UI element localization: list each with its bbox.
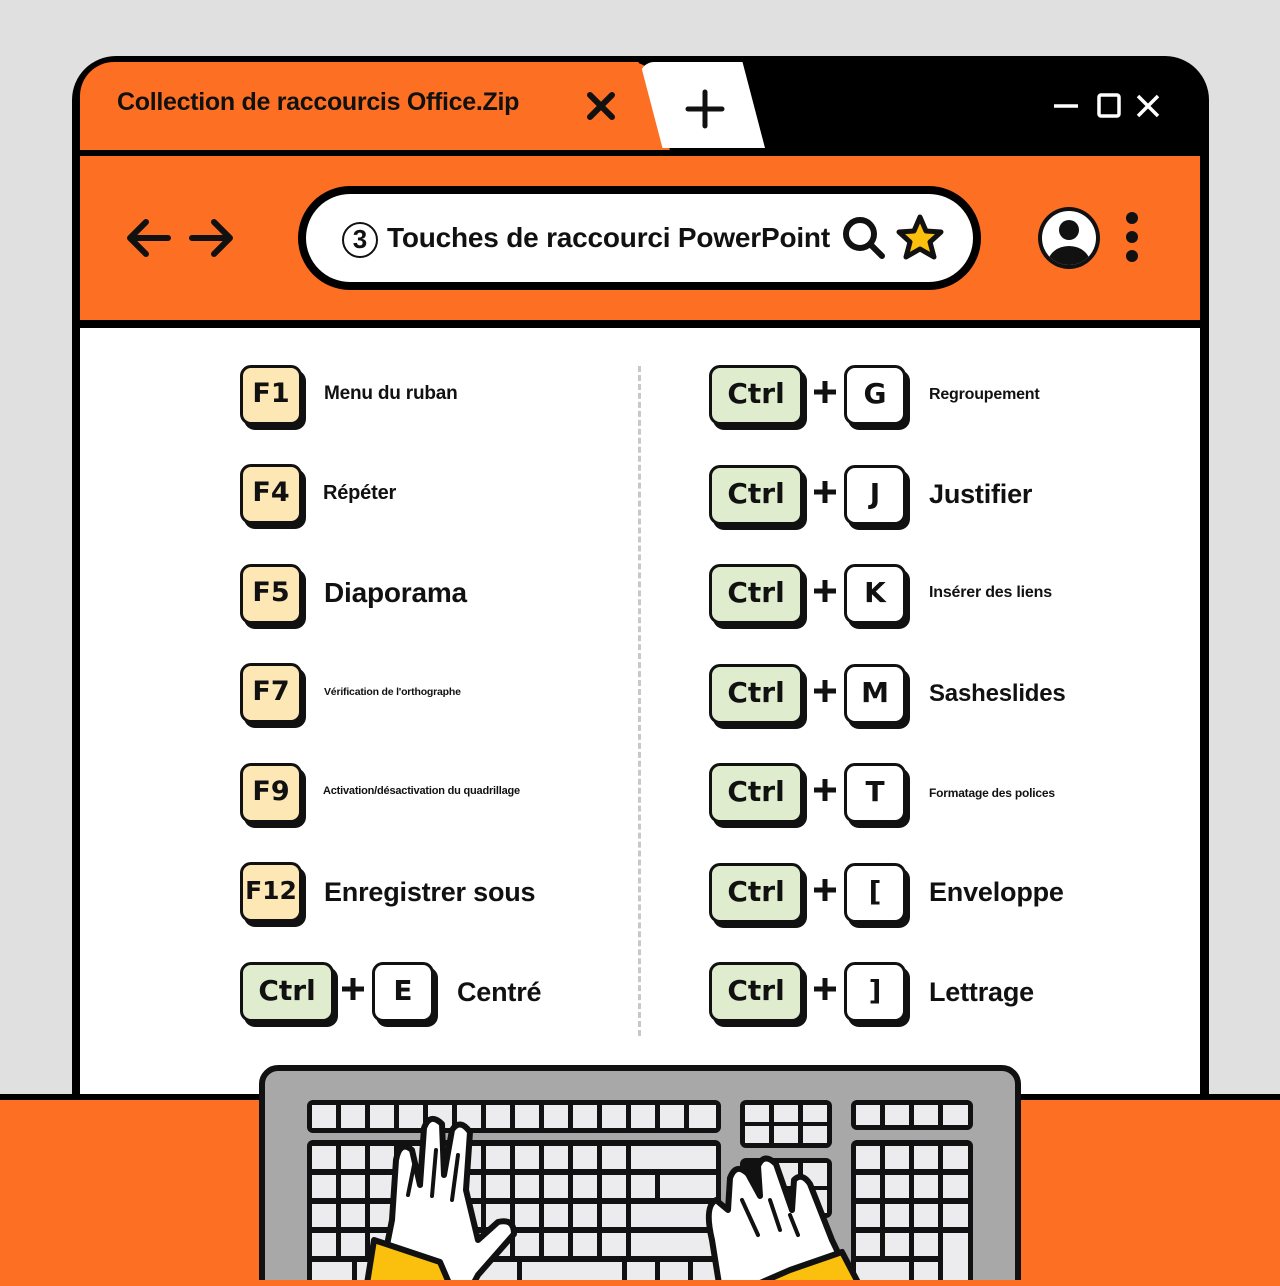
shortcut-label: Sasheslides — [929, 680, 1066, 707]
key-cap: Ctrl — [709, 664, 803, 724]
key-cap: K — [844, 564, 906, 624]
key-cap: M — [844, 664, 906, 724]
key-cap: Ctrl — [709, 863, 803, 923]
shortcut-label: Lettrage — [929, 977, 1034, 1007]
shortcut-label: Formatage des polices — [929, 786, 1055, 800]
key-cap: F12 — [240, 862, 302, 922]
key-cap: T — [844, 763, 906, 823]
shortcut-label: Vérification de l'orthographe — [324, 686, 461, 698]
key-cap: Ctrl — [709, 962, 803, 1022]
shortcut-label: Enveloppe — [929, 877, 1064, 907]
shortcut-label: Justifier — [929, 479, 1033, 509]
key-cap: ] — [844, 962, 906, 1022]
key-cap: Ctrl — [709, 365, 803, 425]
key-cap: Ctrl — [709, 763, 803, 823]
shortcut-label: Diaporama — [324, 577, 467, 608]
shortcut-label: Regroupement — [929, 386, 1040, 403]
shortcut-label: Centré — [457, 977, 542, 1007]
key-cap: G — [844, 365, 906, 425]
address-text[interactable]: Touches de raccourci PowerPoint — [387, 222, 830, 253]
key-cap: Ctrl — [240, 962, 334, 1022]
shortcut-label: Insérer des liens — [929, 584, 1052, 601]
shortcut-label: Enregistrer sous — [324, 877, 536, 907]
key-cap: F4 — [240, 464, 302, 524]
key-cap: J — [844, 465, 906, 525]
key-cap: Ctrl — [709, 564, 803, 624]
key-cap: F5 — [240, 564, 302, 624]
shortcut-label: Menu du ruban — [324, 383, 458, 404]
key-cap: F9 — [240, 763, 302, 823]
key-cap: F7 — [240, 663, 302, 723]
tab-title: Collection de raccourcis Office.Zip — [117, 88, 520, 116]
shortcut-label: Activation/désactivation du quadrillage — [323, 785, 520, 797]
key-cap: F1 — [240, 365, 302, 425]
shortcut-label: Répéter — [323, 482, 397, 504]
key-cap: [ — [844, 863, 906, 923]
key-cap: Ctrl — [709, 465, 803, 525]
step-number-badge: 3 — [342, 222, 378, 258]
key-cap: E — [372, 962, 434, 1022]
